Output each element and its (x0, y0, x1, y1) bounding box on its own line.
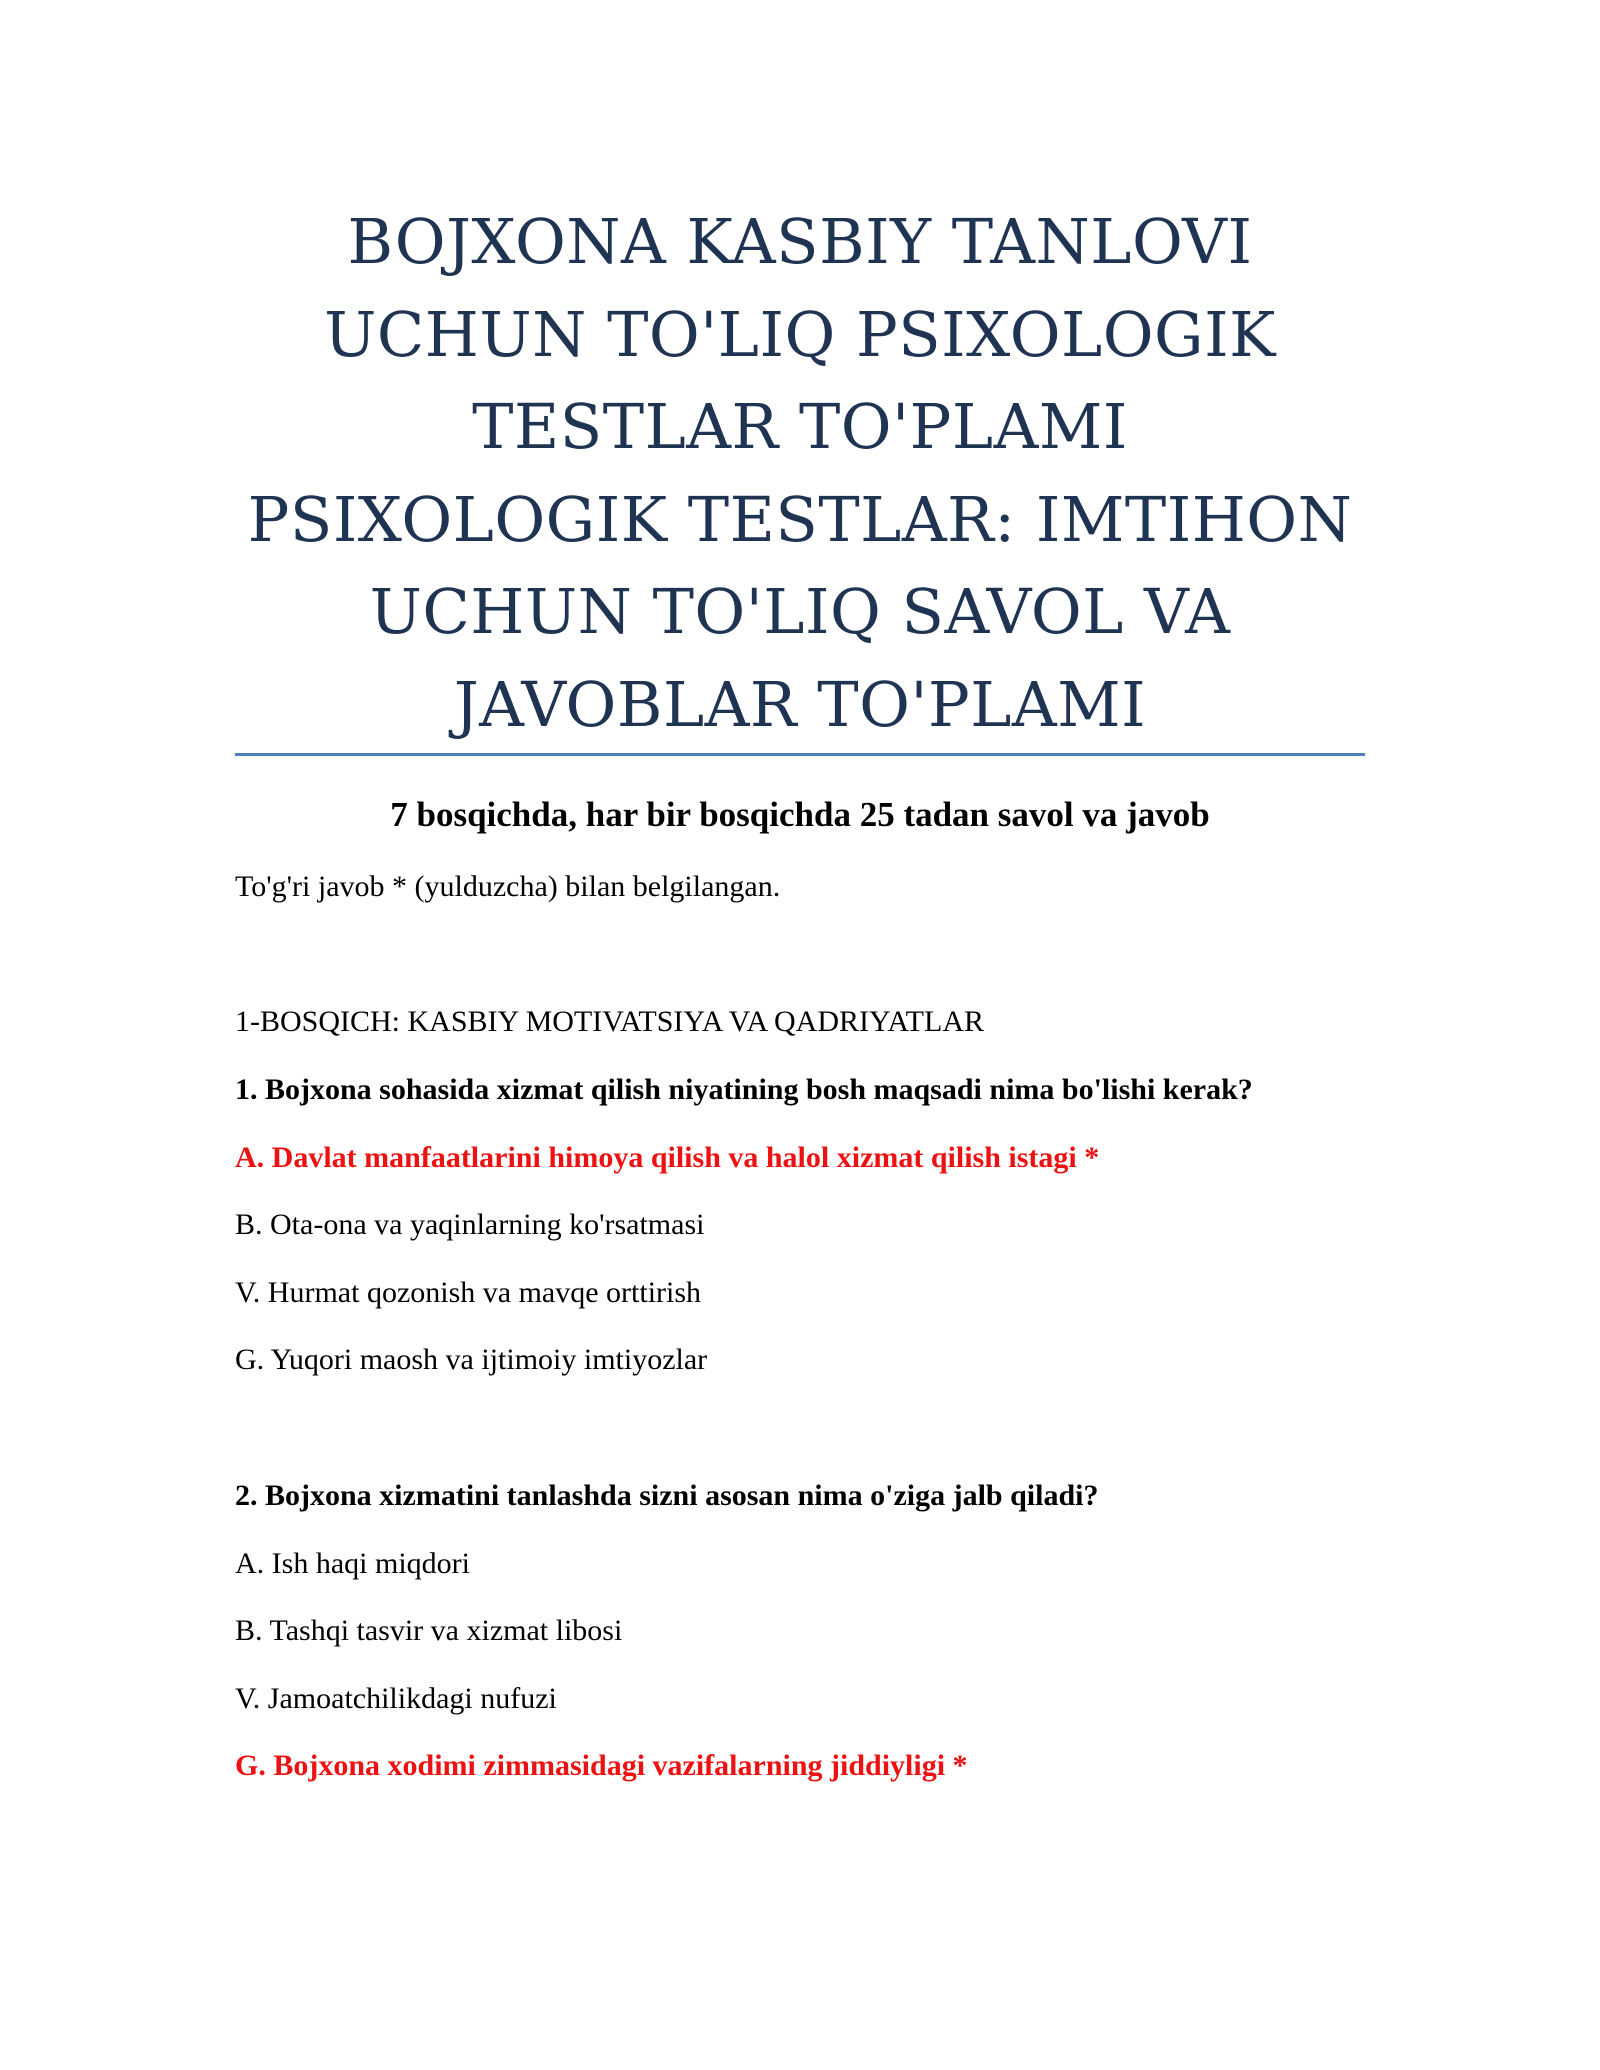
question-1-option-g: G. Yuqori maosh va ijtimoiy imtiyozlar (235, 1343, 708, 1376)
title-line: PSIXOLOGIK TESTLAR: IMTIHON (247, 482, 1353, 556)
question-2-text: 2. Bojxona xizmatini tanlashda sizni asosan nima o'ziga jalb qiladi? (235, 1479, 1099, 1512)
title-line: BOJXONA KASBIY TANLOVI (347, 205, 1253, 278)
document-title (235, 196, 1365, 751)
title-line: JAVOBLAR TO'PLAMI (453, 667, 1147, 741)
question-2-option-v: V. Jamoatchilikdagi nufuzi (235, 1682, 557, 1715)
question-1-option-a-correct: A. Davlat manfaatlarini himoya qilish va halol xizmat qilish istagi * (235, 1141, 1100, 1174)
question-2-option-g-correct: G. Bojxona xodimi zimmasidagi vazifalarning jiddiyligi * (235, 1749, 968, 1782)
title-divider (235, 753, 1365, 756)
question-2-option-b: B. Tashqi tasvir va xizmat libosi (235, 1614, 623, 1647)
instructions-note: To'g'ri javob * (yulduzcha) bilan belgilangan. (235, 870, 781, 903)
question-1-option-b: B. Ota-ona va yaqinlarning ko'rsatmasi (235, 1208, 705, 1241)
title-line: TESTLAR TO'PLAMI (472, 390, 1128, 463)
question-2-option-a: A. Ish haqi miqdori (235, 1547, 470, 1580)
title-line: UCHUN TO'LIQ SAVOL VA (369, 575, 1231, 648)
question-1-text: 1. Bojxona sohasida xizmat qilish niyatining bosh maqsadi nima bo'lishi kerak? (235, 1073, 1253, 1106)
document-subtitle: 7 bosqichda, har bir bosqichda 25 tadan savol va javob (390, 795, 1210, 834)
section-heading: 1-BOSQICH: KASBIY MOTIVATSIYA VA QADRIYATLAR (235, 1005, 984, 1038)
question-1-option-v: V. Hurmat qozonish va mavqe orttirish (235, 1276, 702, 1309)
title-line: UCHUN TO'LIQ PSIXOLOGIK (324, 297, 1276, 371)
